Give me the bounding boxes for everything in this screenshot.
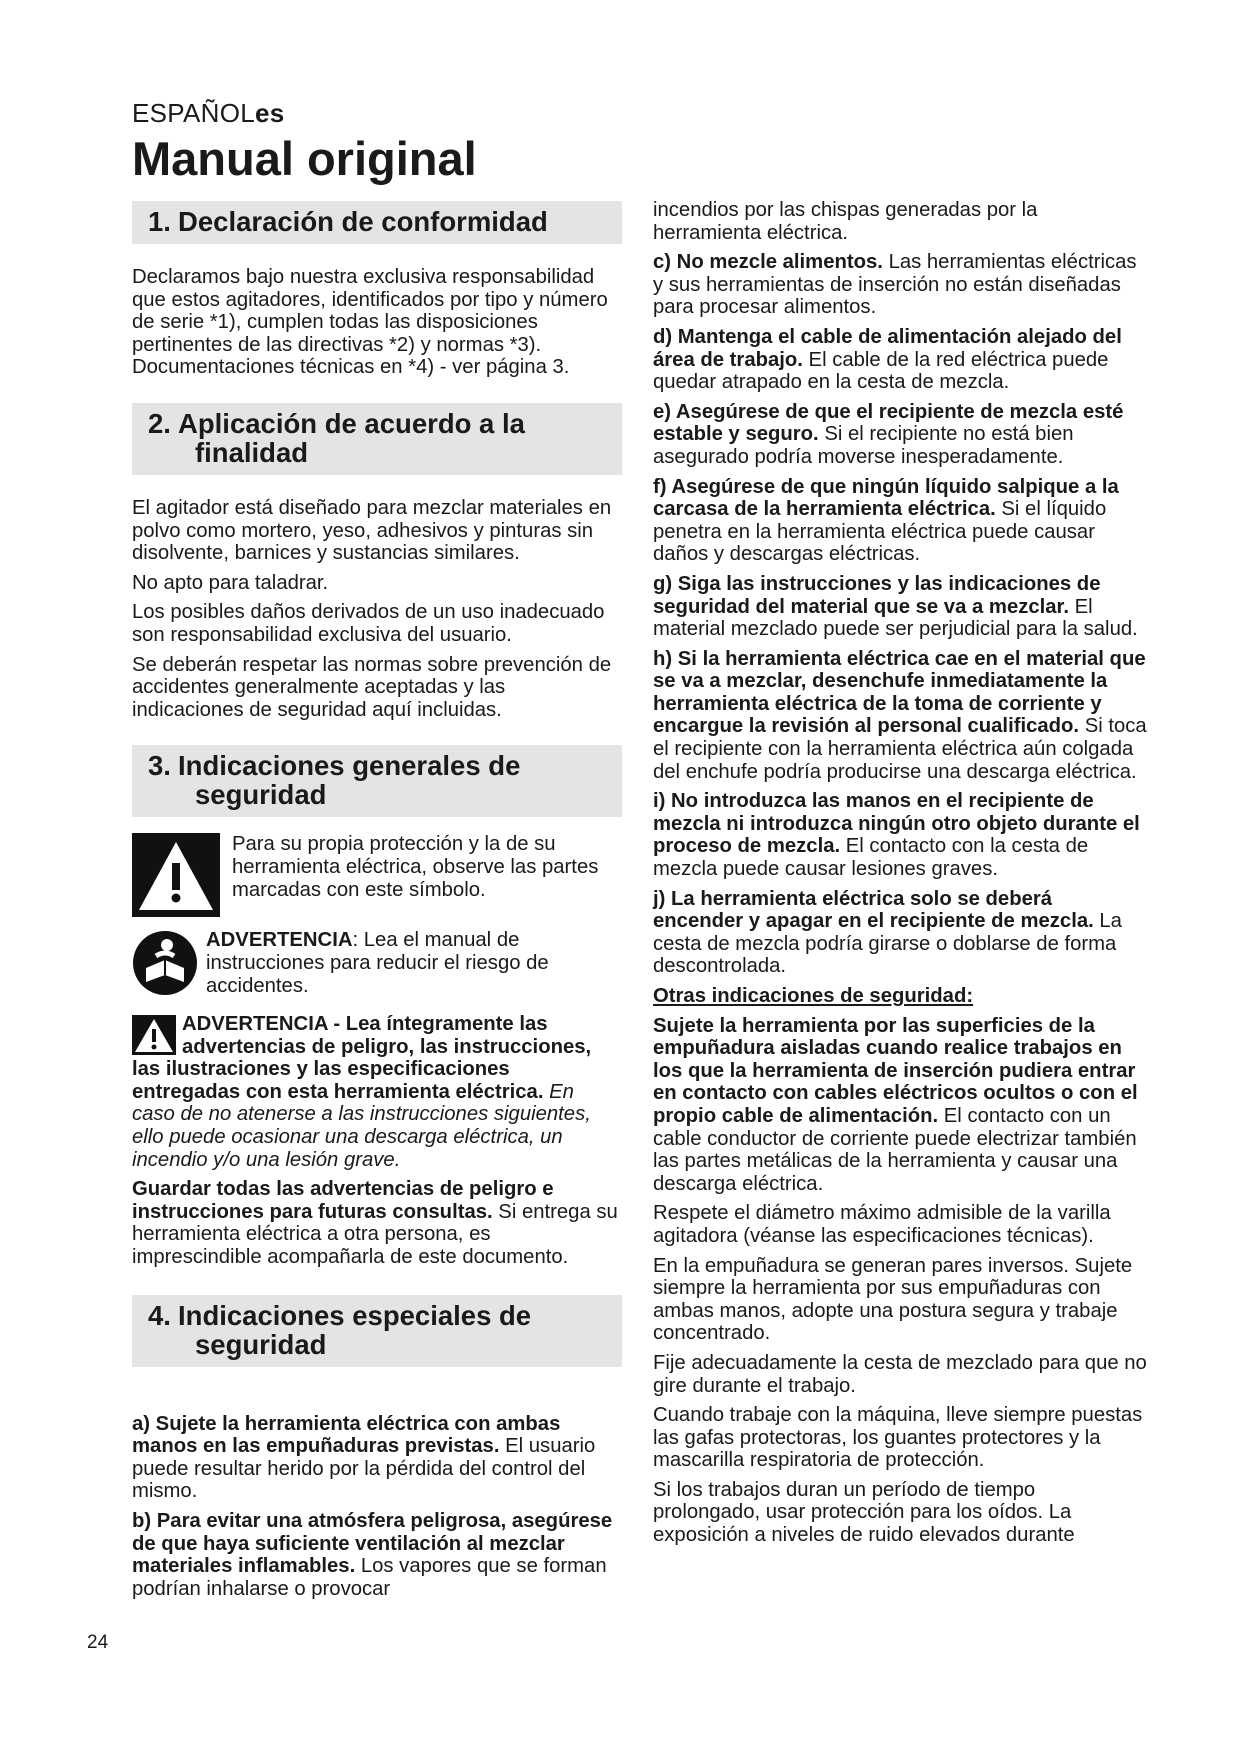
left-column [132,201,622,1607]
application-text-1: El agitador está diseñado para mezclar materiales en polvo como mortero, yeso, adhesivos y pinturas sin disolvente, barnices y sustancias similares. [132,496,612,565]
language-code: es [255,98,285,128]
application-text-4: Se deberán respetar las normas sobre prevención de accidentes generalmente aceptadas y las indicaciones de seguridad aquí incluidas. [132,653,612,721]
section-3-heading: 3. Indicaciones generales de seguridad [132,745,622,817]
rule-j: j) La herramienta eléctrica solo se deberá encender y apagar en el recipiente de mezcla. La cesta de mezcla podría girarse o doblarse de forma descontrolada. [653,887,1122,978]
rule-e: e) Asegúrese de que el recipiente de mezcla esté estable y seguro. Si el recipiente no está bien asegurado podría moverse inesperadamente. [653,400,1124,468]
rule-b-continued: incendios por las chispas generadas por la herramienta eléctrica. [653,199,1038,244]
page-title: Manual original [132,132,477,185]
section-4-heading: 4. Indicaciones especiales de seguridad [132,1295,622,1367]
other-safety-heading: Otras indicaciones de seguridad: [653,985,974,1007]
insulated-grip-text: Sujete la herramienta por las superficies de la empuñadura aisladas cuando realice trabajos en los que la herramienta de inserción pudiera entrar en contacto con cables eléctricos ocultos o con el propio cable de alimentación. El contacto con un cable conductor de corriente puede electrizar también las partes metálicas de la herramienta y causar una descarga eléctrica. [653,1014,1138,1195]
application-text-2: No apto para taladrar. [132,571,329,594]
rule-i: i) No introduzca las manos en el recipiente de mezcla ni introduzca ningún otro objeto durante el proceso de mezcla. El contacto con la cesta de mezcla puede causar lesiones graves. [653,790,1140,881]
rule-g: g) Siga las instrucciones y las indicaciones de seguridad del material que se va a mezclar. El material mezclado puede ser perjudicial para la salud. [653,572,1138,641]
language-label [132,98,285,129]
torque-text: En la empuñadura se generan pares inversos. Sujete siempre la herramienta por sus empuñaduras con ambas manos, adopte una postura segura y trabaje concentrado. [653,1254,1133,1345]
rule-c: c) No mezcle alimentos. Las herramientas eléctricas y sus herramientas de inserción no están diseñadas para procesar alimentos. [653,251,1137,319]
protective-gear-text: Cuando trabaje con la máquina, lleve siempre puestas las gafas protectoras, los guantes protectores y la mascarilla respiratoria de protección. [653,1404,1143,1472]
rule-f: f) Asegúrese de que ningún líquido salpique a la carcasa de la herramienta eléctrica. Si el líquido penetra en la herramienta eléctrica puede causar daños y descargas eléctricas. [653,475,1119,566]
rule-d: d) Mantenga el cable de alimentación alejado del área de trabajo. El cable de la red eléctrica puede quedar atrapado en la cesta de mezcla. [653,325,1122,394]
safety-symbol-text: Para su propia protección y la de su herramienta eléctrica, observe las partes marcadas con este símbolo. [232,833,599,901]
rule-h: h) Si la herramienta eléctrica cae en el material que se va a mezclar, desenchufe inmediatamente la herramienta eléctrica de la toma de corriente y encargue la revisión al personal cualificado. Si toca el recipiente con la herramienta eléctrica aún colgada del enchufe podría producirse una descarga eléctrica. [653,647,1147,783]
page-number: 24 [87,1632,109,1653]
warning-small-icon [132,1015,176,1055]
hearing-protection-text: Si los trabajos duran un período de tiempo prolongado, usar protección para los oídos. La exposición a niveles de ruido elevados durante [653,1478,1075,1547]
rule-a: a) Sujete la herramienta eléctrica con ambas manos en las empuñaduras previstas. El usuario puede resultar herido por la pérdida del control del mismo. [132,1412,596,1503]
read-manual-row [132,929,622,997]
language-name: ESPAÑOL [132,98,255,128]
section-1-heading: 1. Declaración de conformidad [132,201,622,244]
safety-symbol-row [132,833,622,917]
keep-instructions-text: Guardar todas las advertencias de peligro e instrucciones para futuras consultas. Si entrega su herramienta eléctrica a otra persona, es imprescindible acompañarla de este documento. [132,1178,618,1269]
diameter-text: Respete el diámetro máximo admisible de la varilla agitadora (véanse las especificaciones técnicas). [653,1202,1111,1247]
application-text-3: Los posibles daños derivados de un uso inadecuado son responsabilidad exclusiva del usuario. [132,601,605,646]
rule-b: b) Para evitar una atmósfera peligrosa, asegúrese de que haya suficiente ventilación al mezclar materiales inflamables. Los vapores que se forman podrían inhalarse o provocar [132,1510,613,1600]
declaration-text: Declaramos bajo nuestra exclusiva responsabilidad que estos agitadores, identificados por tipo y número de serie *1), cumplen todas las disposiciones pertinentes de las directivas *2) y normas *3). Documentaciones técnicas en *4) - ver página 3. [132,266,608,379]
section-2-heading: 2. Aplicación de acuerdo a la finalidad [132,403,622,475]
read-manual-icon [132,930,198,996]
warning-triangle-icon [132,833,220,917]
basket-text: Fije adecuadamente la cesta de mezclado para que no gire durante el trabajo. [653,1351,1147,1397]
right-column [653,199,1147,1554]
read-manual-text: ADVERTENCIA: Lea el manual de instrucciones para reducir el riesgo de accidentes. [206,929,549,997]
general-warning-text: ADVERTENCIA - Lea íntegramente las advertencias de peligro, las instrucciones, las ilustraciones y las especificaciones entregadas con esta herramienta eléctrica. En caso de no atenerse a las instrucciones siguientes, ello puede ocasionar una descarga eléctrica, un incendio y/o una lesión grave. [132,1013,592,1171]
